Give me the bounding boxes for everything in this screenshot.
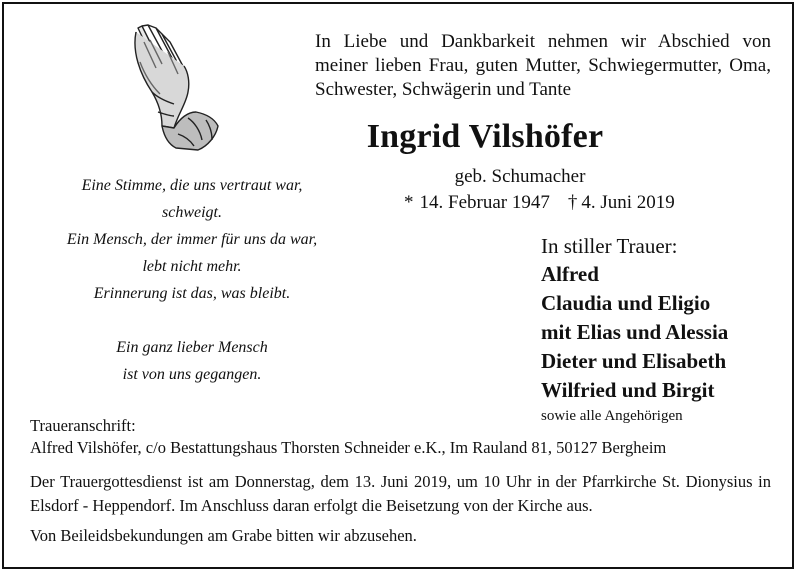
- maiden-name: geb. Schumacher: [454, 166, 586, 187]
- mourner-name: Claudia und Eligio: [541, 291, 711, 315]
- address-label: Traueranschrift:: [30, 416, 136, 435]
- mourner-name: mit Elias und Alessia: [541, 320, 729, 344]
- birth-date: 14. Februar 1947: [419, 192, 550, 213]
- address-text: Alfred Vilshöfer, c/o Bestattungshaus Thorsten Schneider e.K., Im Rauland 81, 50127 Bergheim: [30, 438, 667, 457]
- death-date: 4. Juni 2019: [581, 192, 675, 213]
- mourners-block: [541, 232, 791, 426]
- poem-line: Eine Stimme, die uns vertraut war,: [81, 177, 303, 194]
- service-text: Der Trauergottesdienst ist am Donnerstag, dem 13. Juni 2019, um 10 Uhr in der Pfarrkirche St. Dionysius in Elsdorf - Heppendorf. Im Anschluss daran erfolgt die Beisetzung von der Kirche aus.: [30, 472, 771, 515]
- mourners-heading: In stiller Trauer:: [541, 234, 678, 258]
- intro-text: In Liebe und Dankbarkeit nehmen wir Abschied von meiner lieben Frau, guten Mutter, Schwiegermutter, Oma, Schwester, Schwägerin und Tante: [315, 31, 771, 100]
- poem-line: Ein ganz lieber Mensch: [116, 339, 268, 356]
- poem-spacer: [24, 307, 360, 334]
- birth-symbol: *: [404, 192, 414, 213]
- mourner-name: Alfred: [541, 262, 599, 286]
- condolences-text: Von Beileidsbekundungen am Grabe bitten wir abzusehen.: [30, 526, 417, 545]
- poem: [24, 172, 360, 388]
- deceased-name: Ingrid Vilshöfer: [366, 118, 604, 155]
- mourner-name: Wilfried und Birgit: [541, 378, 715, 402]
- poem-line: Ein Mensch, der immer für uns da war,: [66, 231, 318, 248]
- praying-hands-icon: [128, 22, 224, 152]
- mourners-relatives: sowie alle Angehörigen: [541, 408, 683, 424]
- mourner-name: Dieter und Elisabeth: [541, 349, 727, 373]
- poem-line: ist von uns gegangen.: [122, 366, 262, 383]
- life-dates: [404, 192, 694, 214]
- address-block: [30, 415, 780, 459]
- death-symbol: †: [567, 192, 578, 213]
- poem-line: Erinnerung ist das, was bleibt.: [93, 285, 291, 302]
- poem-line: lebt nicht mehr.: [142, 258, 242, 275]
- poem-line: schweigt.: [162, 204, 222, 221]
